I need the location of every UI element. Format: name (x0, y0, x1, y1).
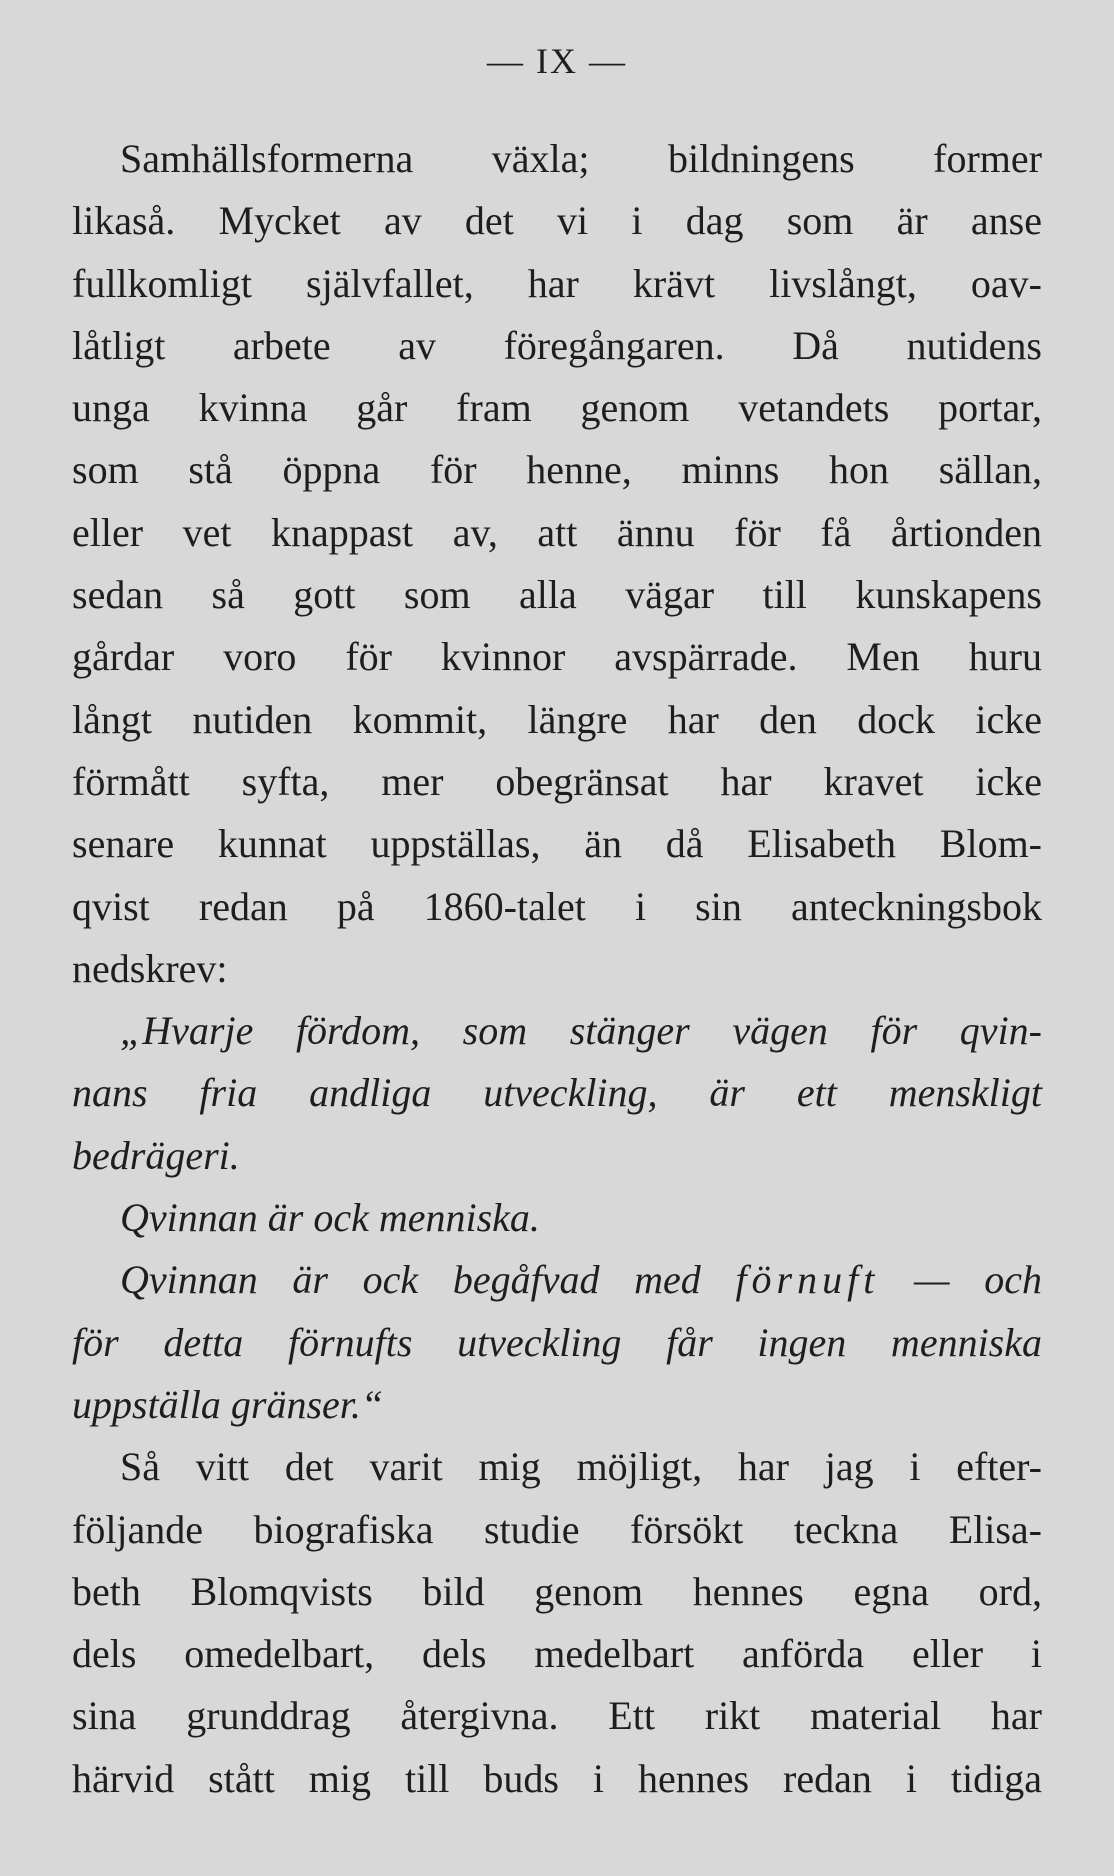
body-text (72, 128, 1042, 1810)
text-line: senare kunnat uppställas, än då Elisabeth Blom- (72, 821, 1042, 867)
text-line: Samhällsformerna växla; bildningens former (120, 136, 1042, 181)
text-line: fullkomligt självfallet, har krävt livslångt, oav- (72, 260, 1042, 306)
text-line: likaså. Mycket av det vi i dag som är anse (72, 198, 1042, 244)
quote-line: bedrägeri. (72, 1132, 240, 1178)
text-line: följande biografiska studie försökt teckna Elisa- (72, 1506, 1042, 1552)
text-line: sina grunddrag återgivna. Ett rikt material har (72, 1693, 1042, 1739)
text-line: långt nutiden kommit, längre har den dock icke (72, 696, 1042, 742)
text-line: gårdar voro för kvinnor avspärrade. Men huru (72, 634, 1042, 680)
text-line: härvid stått mig till buds i hennes redan i tidiga (72, 1755, 1042, 1801)
quote-text: — och (879, 1257, 1042, 1303)
text-line: som stå öppna för henne, minns hon sällan, (72, 447, 1042, 493)
text-line: nedskrev: (72, 945, 228, 991)
quote-line: uppställa gränser.“ (72, 1381, 384, 1427)
text-line: qvist redan på 1860-talet i sin anteckningsbok (72, 883, 1042, 929)
quote-line (72, 1249, 1042, 1311)
text-line: beth Blomqvists bild genom hennes egna ord, (72, 1568, 1042, 1614)
text-line: dels omedelbart, dels medelbart anförda eller i (72, 1631, 1042, 1677)
text-line: låtligt arbete av föregångaren. Då nutidens (72, 322, 1042, 368)
quote-line: „Hvarje fördom, som stänger vägen för qvin- (120, 1008, 1042, 1054)
text-line: Så vitt det varit mig möjligt, har jag i efter- (120, 1444, 1042, 1490)
text-line: förmått syfta, mer obegränsat har kravet icke (72, 758, 1042, 804)
quote-line: nans fria andliga utveckling, är ett menskligt (72, 1070, 1042, 1116)
text-line: sedan så gott som alla vägar till kunskapens (72, 572, 1042, 618)
quote-line: för detta förnufts utveckling får ingen menniska (72, 1319, 1042, 1365)
page-number: — IX — (487, 41, 627, 81)
text-line: unga kvinna går fram genom vetandets portar, (72, 385, 1042, 431)
quote-line: Qvinnan är ock menniska. (120, 1195, 540, 1241)
quote-text: Qvinnan är ock begåfvad med (120, 1257, 736, 1303)
emphasized-word: förnuft (735, 1257, 880, 1303)
text-line: eller vet knappast av, att ännu för få årtionden (72, 509, 1042, 555)
